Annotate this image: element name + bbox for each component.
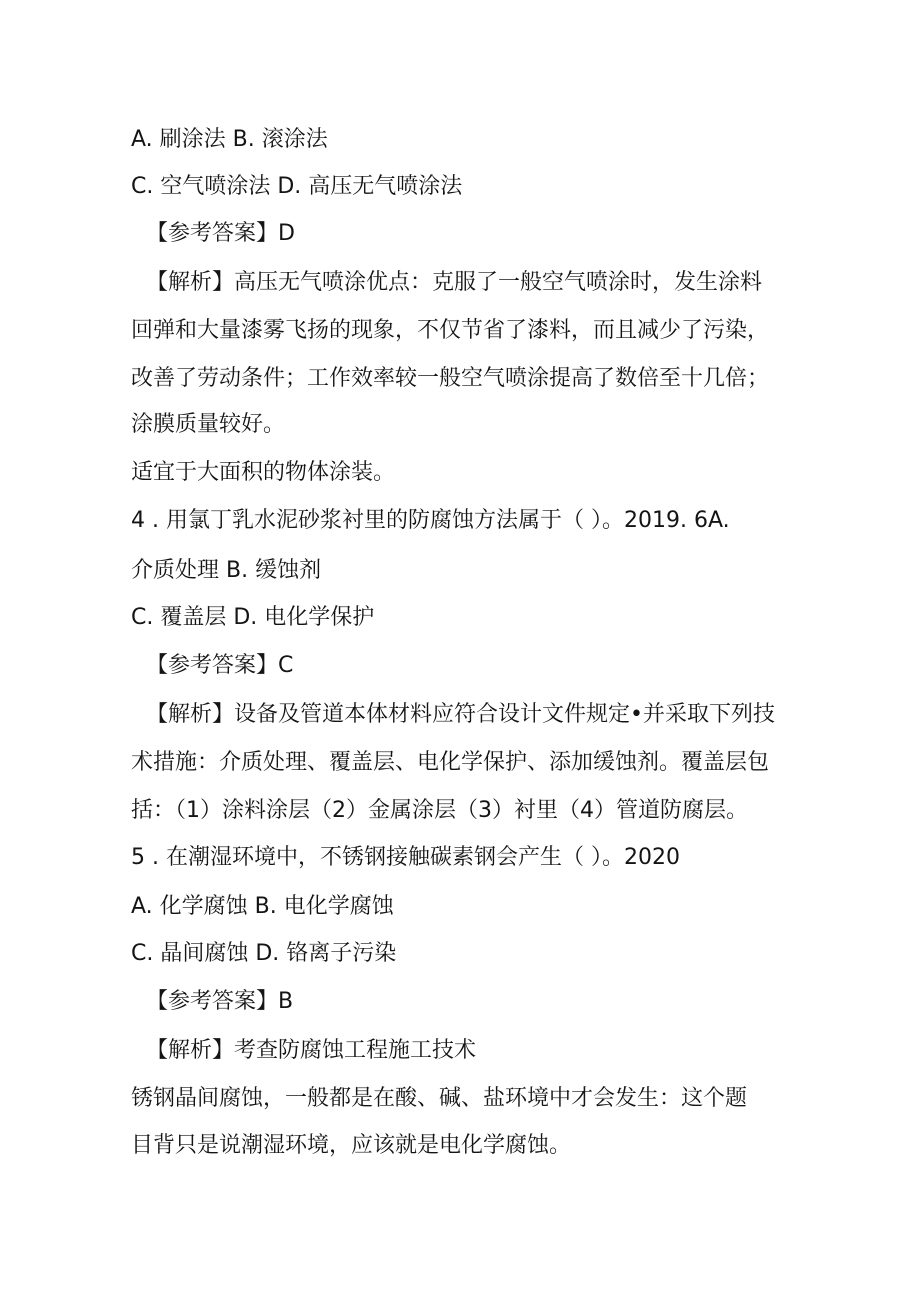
q5-analysis-line-3: 目背只是说潮湿环境，应该就是电化学腐蚀。	[131, 1133, 572, 1158]
q3-analysis-line-1: 【解析】高压无气喷涂优点：克服了一般空气喷涂时，发生涂料	[146, 270, 763, 295]
q4-answer: 【参考答案】C	[146, 653, 294, 678]
q3-analysis-line-5: 适宜于大面积的物体涂装。	[131, 460, 396, 485]
q3-options-cd: C. 空气喷涂法 D. 高压无气喷涂法	[131, 174, 463, 199]
q4-analysis-line-1: 【解析】设备及管道本体材料应符合设计文件规定•并采取下列技	[146, 702, 775, 727]
q4-analysis-line-3: 括：（1）涂料涂层（2）金属涂层（3）衬里（4）管道防腐层。	[131, 798, 748, 823]
q4-analysis-line-2: 术措施：介质处理、覆盖层、电化学保护、添加缓蚀剂。覆盖层包	[131, 750, 770, 775]
q4-question: 4 . 用氯丁乳水泥砂浆衬里的防腐蚀方法属于（ ）。2019. 6A.	[131, 508, 730, 533]
q5-options-ab: A. 化学腐蚀 B. 电化学腐蚀	[131, 894, 394, 919]
q3-analysis-line-4: 涂膜质量较好。	[131, 412, 286, 437]
q4-options-ab: 介质处理 B. 缓蚀剂	[131, 558, 322, 583]
q3-analysis-line-2: 回弹和大量漆雾飞扬的现象，不仅节省了漆料，而且减少了污染，	[131, 318, 770, 343]
q5-answer: 【参考答案】B	[146, 989, 294, 1014]
q4-options-cd: C. 覆盖层 D. 电化学保护	[131, 605, 375, 630]
q3-answer: 【参考答案】D	[146, 221, 295, 246]
q5-analysis-line-1: 【解析】考查防腐蚀工程施工技术	[146, 1038, 477, 1063]
q3-options-ab: A. 刷涂法 B. 滚涂法	[131, 127, 328, 152]
q3-analysis-line-3: 改善了劳动条件；工作效率较一般空气喷涂提高了数倍至十几倍；	[131, 366, 770, 391]
q5-question: 5 . 在潮湿环境中，不锈钢接触碳素钢会产生（ ）。2020	[131, 845, 680, 870]
q5-options-cd: C. 晶间腐蚀 D. 铬离子污染	[131, 941, 397, 966]
q5-analysis-line-2: 锈钢晶间腐蚀，一般都是在酸、碱、盐环境中才会发生：这个题	[131, 1086, 748, 1111]
